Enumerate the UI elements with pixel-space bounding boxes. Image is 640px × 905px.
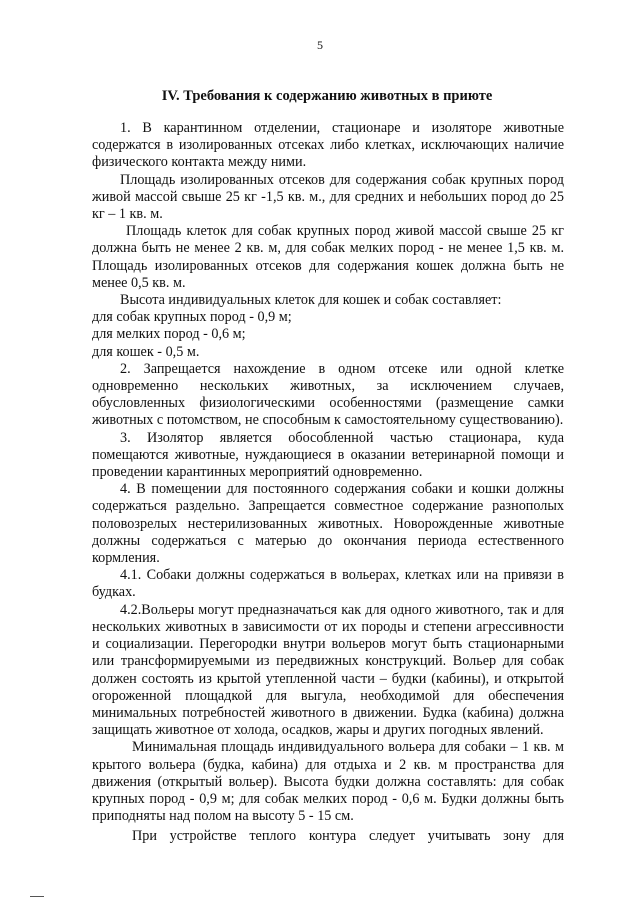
paragraph-1-separation: 1. В карантинном отделении, стационаре и изоляторе животные содержатся в изолированных отсеках либо клетках, исключающих наличие физического контакта между ними. xyxy=(92,120,564,171)
paragraph-cage-area: Площадь клеток для собак крупных пород живой массой свыше 25 кг должна быть не менее 2 кв. м, для собак мелких пород - не менее 1,5 кв. м. Площадь изолированных отсеков для содержания кошек должна быть не менее 0,5 кв. м. xyxy=(92,223,564,291)
paragraph-4-1-dogs: 4.1. Собаки должны содержаться в вольерах, клетках или на привязи в будках. xyxy=(92,567,564,601)
paragraph-3-isolator: 3. Изолятор является обособленной частью стационара, куда помещаются животные, нуждающиеся в оказании ветеринарной помощи и проведении карантинных мероприятий одновременно. xyxy=(92,429,564,481)
list-item-small-breeds: для мелких пород - 0,6 м; xyxy=(92,326,246,343)
section-heading: IV. Требования к содержанию животных в приюте xyxy=(161,88,493,104)
paragraph-2-single-animal: 2. Запрещается нахождение в одном отсеке или одной клетке одновременно нескольких животных, за исключением случаев, обусловленных физиологическими особенностями (размещение самки животных с потомством, не способным к самостоятельному существованию). xyxy=(92,360,564,429)
list-item-cats: для кошек - 0,5 м. xyxy=(92,343,200,360)
paragraph-enclosure-area: Площадь изолированных отсеков для содержания собак крупных пород живой массой свыше 25 кг -1,5 кв. м., для средних и небольших пород до 25 кг – 1 кв. м. xyxy=(92,171,564,223)
list-item-large-breeds: для собак крупных пород - 0,9 м; xyxy=(92,309,292,326)
paragraph-minimum-area: Минимальная площадь индивидуального вольера для собаки – 1 кв. м крытого вольера (будка, кабина) для отдыха и 2 кв. м пространства для движения (открытый вольер). Высота будки должна составлять: для собак крупных пород - 0,9 м; для собак мелких пород - 0,6 м. Будки должны быть приподняты над полом на высоту 5 - 15 см. xyxy=(92,739,564,825)
page-number: 5 xyxy=(317,38,323,52)
document-body xyxy=(92,120,564,846)
paragraph-warm-contour: При устройстве теплого контура следует учитывать зону для xyxy=(132,828,564,845)
scan-edge-mark xyxy=(30,896,44,897)
paragraph-4-separate-keeping: 4. В помещении для постоянного содержания собаки и кошки должны содержаться раздельно. Запрещается совместное содержание разнополых половозрелых нестерилизованных животных. Новорожденные животные должны содержаться с матерью до окончания периода естественного кормления. xyxy=(92,481,564,567)
paragraph-cage-height-intro: Высота индивидуальных клеток для кошек и собак составляет: xyxy=(120,292,502,309)
paragraph-4-2-aviaries: 4.2.Вольеры могут предназначаться как для одного животного, так и для нескольких животных в зависимости от их породы и степени агрессивности и социализации. Перегородки внутри вольеров могут быть стационарными или трансформируемыми из передвижных конструкций. Вольер для собак должен состоять из крытой утепленной части – будки (кабины), и открытой огороженной площадкой для выгула, необходимой для обеспечения минимальных потребностей животного в движении. Будка (кабина) должна защищать животное от холода, осадков, жары и других погодных явлений. xyxy=(92,601,564,739)
